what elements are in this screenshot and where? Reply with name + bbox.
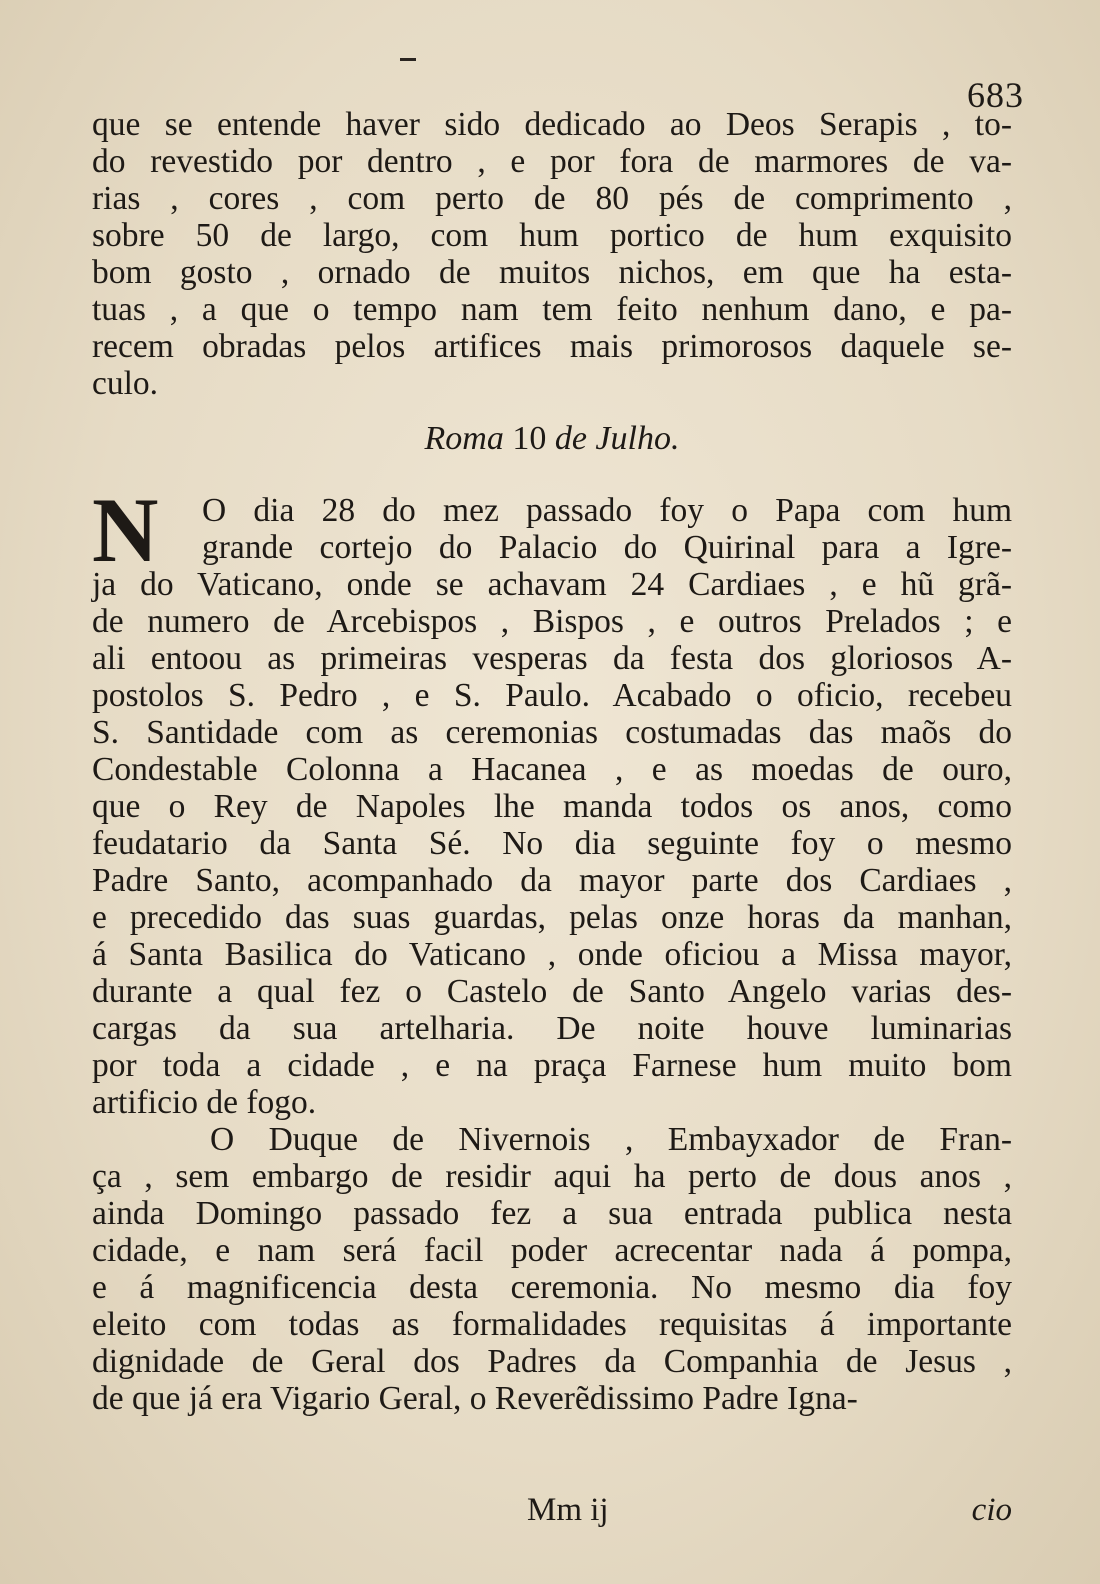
- drop-cap: N: [92, 479, 159, 581]
- signature-mark: Mm ij: [527, 1492, 609, 1528]
- text-line: ali entoou as primeiras vesperas da festa dos gloriosos A-: [92, 640, 1012, 677]
- catchword: cio: [971, 1492, 1012, 1528]
- text-line: bom gosto , ornado de muitos nichos, em que ha esta-: [92, 254, 1012, 291]
- text-block: [92, 106, 1012, 1417]
- text-line: á Santa Basilica do Vaticano , onde oficiou a Missa mayor,: [92, 936, 1012, 973]
- text-line: que o Rey de Napoles lhe manda todos os anos, como: [92, 788, 1012, 825]
- text-line: O Duque de Nivernois , Embayxador de Fran-: [210, 1121, 1012, 1158]
- text-line: postolos S. Pedro , e S. Paulo. Acabado o oficio, recebeu: [92, 677, 1012, 714]
- text-line: por toda a cidade , e na praça Farnese hum muito bom: [92, 1047, 1012, 1084]
- dateline-month: de Julho.: [554, 420, 680, 457]
- text-line: rias , cores , com perto de 80 pés de comprimento ,: [92, 180, 1012, 217]
- text-line: ainda Domingo passado fez a sua entrada publica nesta: [92, 1195, 1012, 1232]
- paragraph-body: [92, 479, 1012, 1121]
- text-line: cargas da sua artelharia. De noite houve luminarias: [92, 1010, 1012, 1047]
- text-line: durante a qual fez o Castelo de Santo Angelo varias des-: [92, 973, 1012, 1010]
- text-line: que se entende haver sido dedicado ao Deos Serapis , to-: [92, 106, 1012, 143]
- text-line: e á magnificencia desta ceremonia. No mesmo dia foy: [92, 1269, 1012, 1306]
- dateline-place: Roma: [424, 420, 504, 457]
- text-line: dignidade de Geral dos Padres da Companhia de Jesus ,: [92, 1343, 1012, 1380]
- text-line: O dia 28 do mez passado foy o Papa com hum: [202, 492, 1012, 529]
- dateline-day: 10: [512, 420, 547, 457]
- top-dash-mark: [400, 58, 416, 61]
- text-line: tuas , a que o tempo nam tem feito nenhum dano, e pa-: [92, 291, 1012, 328]
- text-line: e precedido das suas guardas, pelas onze horas da manhan,: [92, 899, 1012, 936]
- text-line: recem obradas pelos artifices mais primorosos daquele se-: [92, 328, 1012, 365]
- text-line: S. Santidade com as ceremonias costumadas das maõs do: [92, 714, 1012, 751]
- continued-paragraph: [92, 106, 1012, 402]
- paragraph-duke-nivernois: [92, 1121, 1012, 1417]
- text-line: ja do Vaticano, onde se achavam 24 Cardiaes , e hũ grã-: [92, 566, 1012, 603]
- page-footer: [92, 1492, 1012, 1532]
- text-line: de numero de Arcebispos , Bispos , e outros Prelados ; e: [92, 603, 1012, 640]
- text-line: do revestido por dentro , e por fora de marmores de va-: [92, 143, 1012, 180]
- text-line: culo.: [92, 365, 159, 402]
- text-line: cidade, e nam será facil poder acrecentar nada á pompa,: [92, 1232, 1012, 1269]
- text-line: artificio de fogo.: [92, 1084, 317, 1121]
- text-line: sobre 50 de largo, com hum portico de hum exquisito: [92, 217, 1012, 254]
- text-line: de que já era Vigario Geral, o Reverẽdissimo Padre Igna-: [92, 1380, 858, 1417]
- text-line: ça , sem embargo de residir aqui ha perto de dous anos ,: [92, 1158, 1012, 1195]
- dateline: [92, 420, 1012, 460]
- paragraph-papal-vespers: [92, 479, 1012, 1121]
- text-line: Padre Santo, acompanhado da mayor parte dos Cardiaes ,: [92, 862, 1012, 899]
- text-line: grande cortejo do Palacio do Quirinal para a Igre-: [202, 529, 1012, 566]
- text-line: Condestable Colonna a Hacanea , e as moedas de ouro,: [92, 751, 1012, 788]
- page-number: 683: [967, 75, 1024, 115]
- text-line: eleito com todas as formalidades requisitas á importante: [92, 1306, 1012, 1343]
- text-line: feudatario da Santa Sé. No dia seguinte foy o mesmo: [92, 825, 1012, 862]
